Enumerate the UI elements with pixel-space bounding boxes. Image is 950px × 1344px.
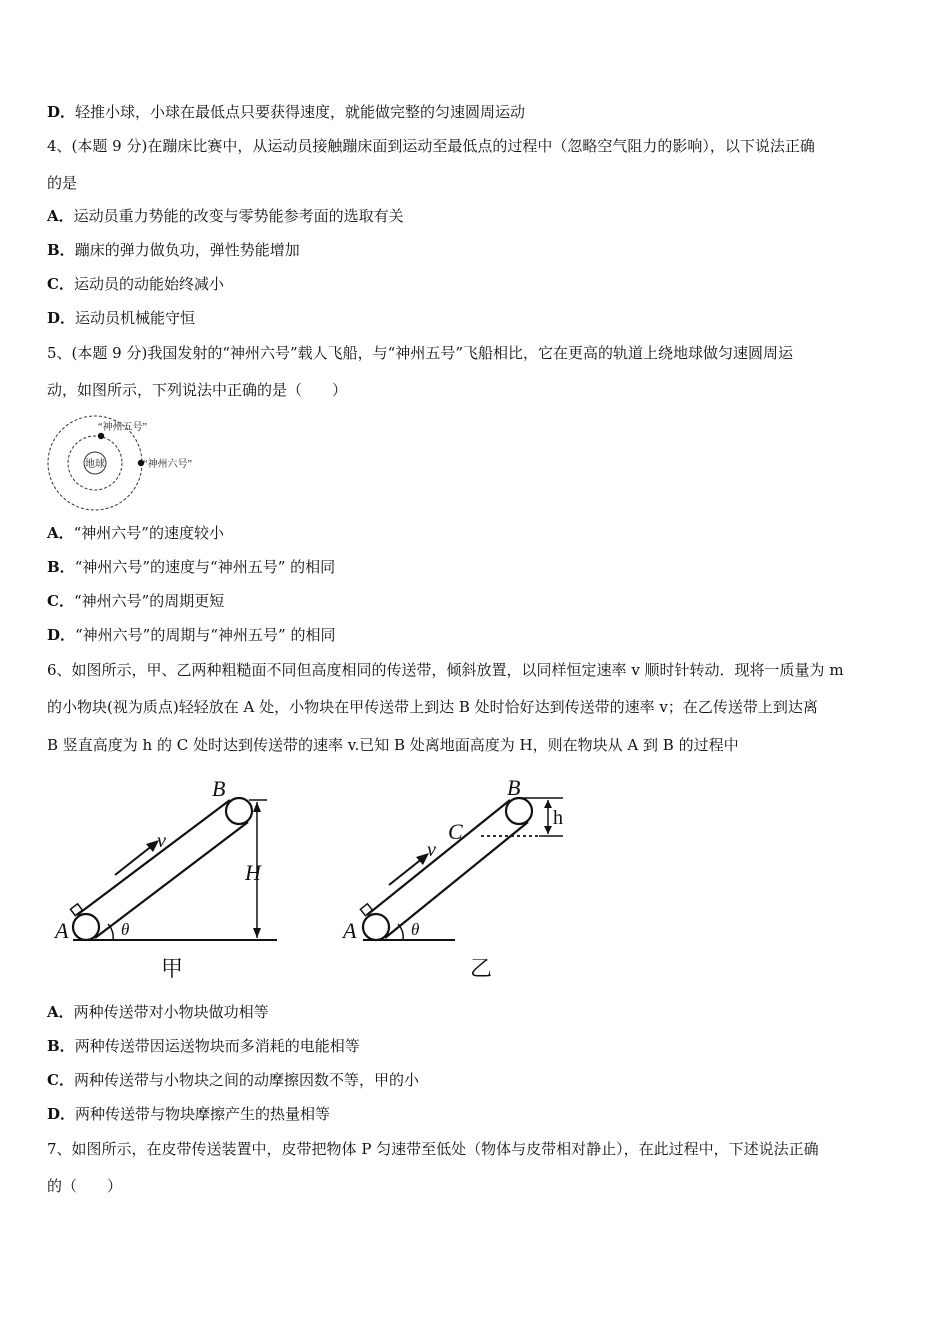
question-6-option-c: C．两种传送带与小物块之间的动摩擦因数不等，甲的小: [47, 1071, 419, 1089]
label-a-left: A: [55, 918, 69, 943]
caption-right: 乙: [470, 956, 493, 981]
question-6-stem-cont-1: 的小物块(视为质点)轻轻放在 A 处，小物块在甲传送带上到达 B 处时恰好达到传送带的速率 v；在乙传送带上到达离: [47, 698, 818, 716]
label-v-right: v: [427, 839, 436, 861]
h-arrow-up-right: [544, 800, 552, 808]
question-5-option-a: A．“神州六号”的速度较小: [47, 524, 224, 542]
conveyor-right: [341, 775, 563, 981]
orbit-figure: [40, 410, 220, 520]
height-arrow-up-left: [253, 802, 261, 812]
question-5-option-c: C．“神州六号”的周期更短: [47, 592, 225, 610]
question-4-option-b: B．蹦床的弹力做负功，弹性势能增加: [47, 241, 300, 259]
question-7-stem-cont: 的（ ）: [47, 1177, 123, 1195]
question-6-stem: 6、如图所示，甲、乙两种粗糙面不同但高度相同的传送带，倾斜放置，以同样恒定速率 v 顺时针转动．现将一质量为 m: [47, 661, 844, 679]
belt-right-upper: [367, 800, 510, 915]
label-c-right: C: [448, 819, 463, 844]
question-5-option-b: B．“神州六号”的速度与“神州五号” 的相同: [47, 558, 336, 576]
pulley-right-top: [506, 798, 532, 824]
height-arrow-down-left: [253, 928, 261, 938]
question-6-option-b: B．两种传送带因运送物块而多消耗的电能相等: [47, 1037, 360, 1055]
pulley-left-bottom: [73, 914, 99, 940]
label-h-big: H: [245, 860, 261, 885]
arrow-left-shaft: [115, 845, 153, 875]
question-6-option-a: A．两种传送带对小物块做功相等: [47, 1003, 269, 1021]
question-5-stem: 5、(本题 9 分)我国发射的“神州六号”载人飞船，与“神州五号”飞船相比，它在更高的轨道上绕地球做匀速圆周运: [47, 344, 794, 362]
label-b-right: B: [507, 775, 521, 800]
arrow-right-shaft: [389, 858, 423, 885]
block-right: [360, 904, 372, 916]
label-theta-right: θ: [411, 920, 420, 939]
inner-satellite-label: “神州五号”: [98, 422, 147, 433]
question-5-option-d: D．“神州六号”的周期与“神州五号” 的相同: [47, 626, 336, 644]
question-7-stem: 7、如图所示，在皮带传送装置中，皮带把物体 P 匀速带至低处（物体与皮带相对静止），在此过程中，下述说法正确: [47, 1140, 819, 1158]
label-v-left: v: [157, 830, 166, 852]
label-theta-left: θ: [121, 920, 130, 939]
belt-left-lower: [95, 822, 248, 938]
pulley-left-top: [226, 798, 252, 824]
question-4-stem-cont: 的是: [47, 174, 78, 192]
outer-satellite-label: “神州六号”: [143, 459, 192, 470]
inner-satellite: [98, 433, 104, 439]
caption-left: 甲: [161, 956, 184, 981]
h-arrow-down-right: [544, 826, 552, 834]
question-5-stem-cont: 动，如图所示，下列说法中正确的是（ ）: [47, 381, 348, 399]
conveyor-figure: [45, 770, 590, 990]
pulley-right-bottom: [363, 914, 389, 940]
label-h-small: h: [553, 807, 563, 829]
question-4-option-c: C．运动员的动能始终减小: [47, 275, 224, 293]
block-left: [70, 904, 82, 916]
earth-label: 地球: [85, 459, 105, 470]
question-4-stem: 4、(本题 9 分)在蹦床比赛中，从运动员接触蹦床面到运动至最低点的过程中（忽略空气阻力的影响），以下说法正确: [47, 137, 815, 155]
conveyor-left: [53, 776, 277, 981]
label-a-right: A: [343, 918, 357, 943]
belt-left-upper: [77, 800, 230, 915]
question-6-stem-cont-2: B 竖直高度为 h 的 C 处时达到传送带的速率 v.已知 B 处离地面高度为 H，则在物块从 A 到 B 的过程中: [47, 736, 739, 754]
option-5d-prev: D．轻推小球，小球在最低点只要获得速度，就能做完整的匀速圆周运动: [47, 103, 526, 121]
question-4-option-a: A．运动员重力势能的改变与零势能参考面的选取有关: [47, 207, 404, 225]
label-b-left: B: [212, 776, 226, 801]
question-6-option-d: D．两种传送带与物块摩擦产生的热量相等: [47, 1105, 331, 1123]
question-4-option-d: D．运动员机械能守恒: [47, 309, 196, 327]
